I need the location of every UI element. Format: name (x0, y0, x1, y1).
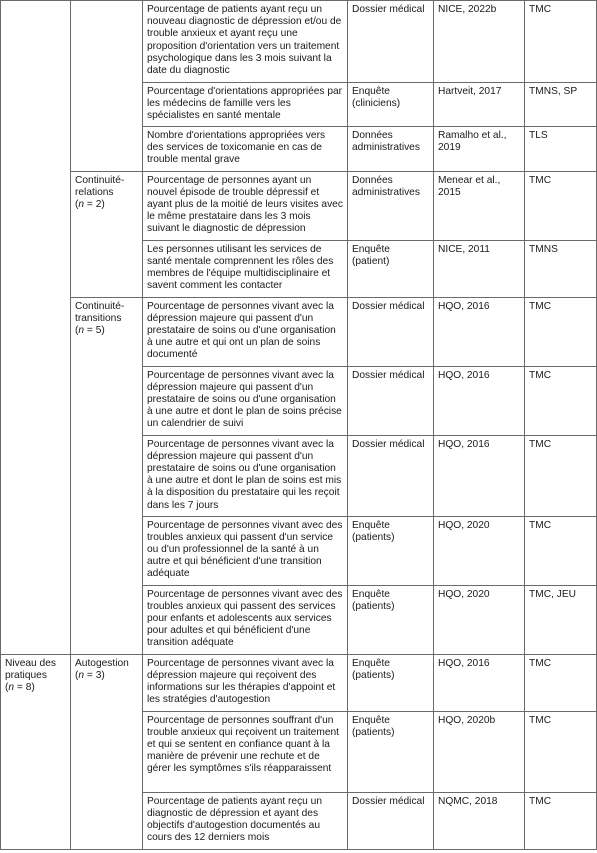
reference-cell: HQO, 2020 (434, 585, 525, 654)
indicator-cell: Pourcentage d'orientations appropriées par les médecins de famille vers les spécialistes en santé mentale (143, 83, 348, 127)
dimension-cell (71, 1, 143, 172)
population-cell: TMNS, SP (525, 83, 597, 127)
source-cell: Enquête (patient) (348, 240, 434, 297)
population-cell: TMNS (525, 240, 597, 297)
source-cell: Dossier médical (348, 297, 434, 366)
table-row (1, 1, 597, 83)
dimension-cell (71, 171, 143, 297)
source-cell: Données administratives (348, 171, 434, 240)
dimension-name: Continuité-transitions (75, 300, 125, 324)
table-row (1, 297, 597, 366)
dimension-count: (n = 3) (75, 669, 105, 681)
indicator-cell: Pourcentage de patients ayant reçu un diagnostic de dépression et ayant des objectifs d'autogestion documentés au cours des 12 derniers mois (143, 792, 348, 849)
reference-cell: HQO, 2016 (434, 654, 525, 711)
dimension-name: Continuité-relations (75, 174, 125, 198)
dimension-cell (71, 654, 143, 849)
source-cell: Enquête (patients) (348, 654, 434, 711)
dimension-count: (n = 2) (75, 199, 105, 211)
source-cell: Enquête (cliniciens) (348, 83, 434, 127)
reference-cell: HQO, 2020 (434, 516, 525, 585)
indicator-cell: Pourcentage de personnes vivant avec la dépression majeure qui passent d'un prestataire de soins ou d'une organisation à une autre et dont le plan de soins est mis à la disposition du prestataire qui les reçoit dans les 7 jours (143, 435, 348, 516)
reference-cell: HQO, 2020b (434, 711, 525, 792)
population-cell: TMC (525, 171, 597, 240)
reference-cell: Ramalho et al., 2019 (434, 126, 525, 171)
source-cell: Enquête (patients) (348, 516, 434, 585)
source-cell: Enquête (patients) (348, 711, 434, 792)
reference-cell: Menear et al., 2015 (434, 171, 525, 240)
reference-cell: HQO, 2016 (434, 297, 525, 366)
indicator-cell: Pourcentage de personnes souffrant d'un trouble anxieux qui reçoivent un traitement et qui se sentent en confiance quant à la manière de prévenir une rechute et de gérer les symptômes s'ils réapparaissent (143, 711, 348, 792)
indicator-cell: Pourcentage de personnes vivant avec la dépression majeure qui passent d'un prestataire de soins ou d'une organisation à une autre et qui ont un plan de soins documenté (143, 297, 348, 366)
level-cell (1, 1, 71, 655)
indicator-cell: Pourcentage de personnes vivant avec des troubles anxieux qui passent des services pour enfants et adolescents aux services pour adultes et qui bénéficient d'une transition adéquate (143, 585, 348, 654)
level-count: (n = 8) (5, 682, 35, 694)
population-cell: TMC (525, 1, 597, 83)
source-cell: Données administratives (348, 126, 434, 171)
dimension-name: Autogestion (75, 657, 129, 669)
reference-cell: HQO, 2016 (434, 366, 525, 435)
dimension-cell (71, 297, 143, 654)
indicator-cell: Les personnes utilisant les services de santé mentale comprennent les rôles des membres de l'équipe multidisciplinaire et savent comment les contacter (143, 240, 348, 297)
population-cell: TMC (525, 435, 597, 516)
level-name: Niveau des pratiques (5, 657, 56, 681)
reference-cell: NICE, 2022b (434, 1, 525, 83)
population-cell: TLS (525, 126, 597, 171)
population-cell: TMC (525, 297, 597, 366)
indicator-cell: Pourcentage de personnes ayant un nouvel épisode de trouble dépressif et ayant plus de la moitié de leurs visites avec le même prestataire dans les 3 mois suivant le diagnostic de dépression (143, 171, 348, 240)
population-cell: TMC (525, 366, 597, 435)
source-cell: Enquête (patients) (348, 585, 434, 654)
population-cell: TMC (525, 516, 597, 585)
population-cell: TMC (525, 792, 597, 849)
reference-cell: HQO, 2016 (434, 435, 525, 516)
indicator-cell: Pourcentage de personnes vivant avec la dépression majeure qui passent d'un prestataire de soins ou d'une organisation à une autre et dont le plan de soins précise un calendrier de suivi (143, 366, 348, 435)
dimension-count: (n = 5) (75, 325, 105, 337)
source-cell: Dossier médical (348, 435, 434, 516)
reference-cell: NQMC, 2018 (434, 792, 525, 849)
reference-cell: NICE, 2011 (434, 240, 525, 297)
population-cell: TMC, JEU (525, 585, 597, 654)
indicator-cell: Pourcentage de personnes vivant avec la dépression majeure qui reçoivent des informations sur les thérapies d'appoint et les stratégies d'autogestion (143, 654, 348, 711)
indicator-cell: Pourcentage de personnes vivant avec des troubles anxieux qui passent d'un service ou d'un professionnel de la santé à un autre et qui bénéficient d'une transition adéquate (143, 516, 348, 585)
source-cell: Dossier médical (348, 792, 434, 849)
source-cell: Dossier médical (348, 1, 434, 83)
reference-cell: Hartveit, 2017 (434, 83, 525, 127)
table-row (1, 171, 597, 240)
level-cell (1, 654, 71, 849)
population-cell: TMC (525, 711, 597, 792)
indicator-cell: Pourcentage de patients ayant reçu un nouveau diagnostic de dépression et/ou de trouble anxieux et ayant reçu une proposition d'orientation vers un traitement psychologique dans les 3 mois suivant la date du diagnostic (143, 1, 348, 83)
table-row (1, 654, 597, 711)
population-cell: TMC (525, 654, 597, 711)
indicator-cell: Nombre d'orientations appropriées vers des services de toxicomanie en cas de trouble mental grave (143, 126, 348, 171)
source-cell: Dossier médical (348, 366, 434, 435)
